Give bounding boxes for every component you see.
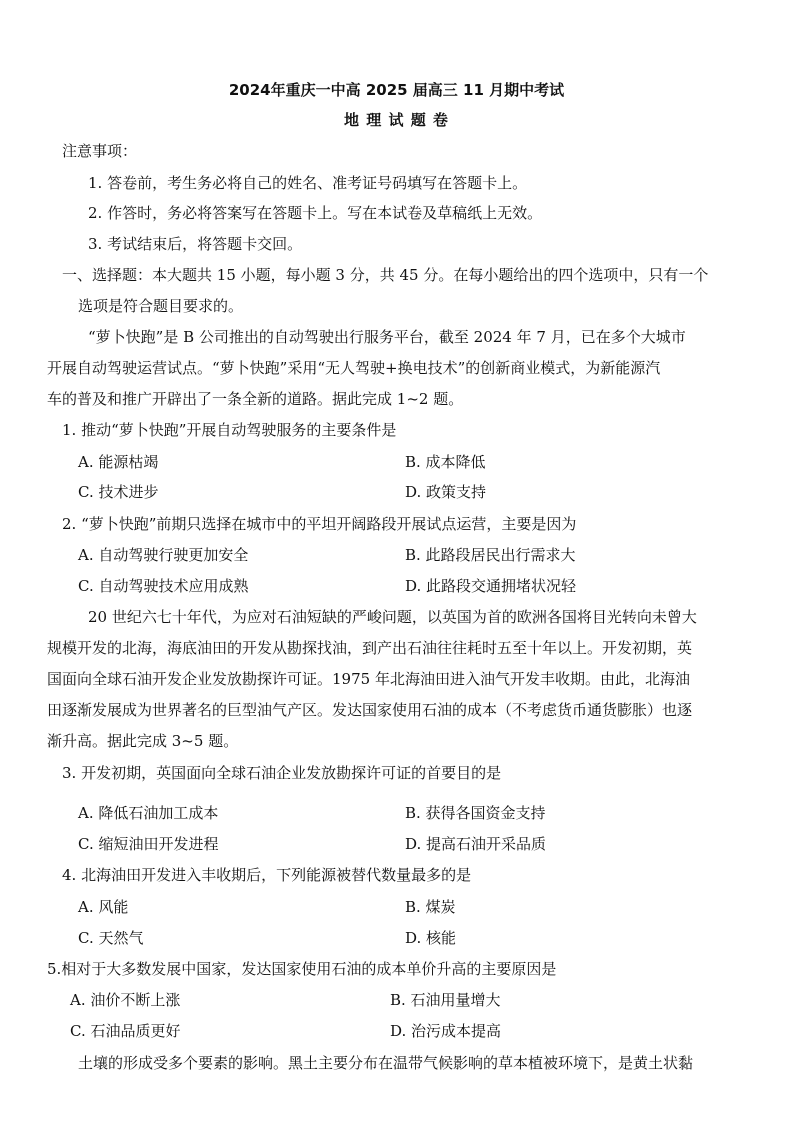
passage-1-line-3: 车的普及和推广开辟出了一条全新的道路。据此完成 1~2 题。 [47,390,464,408]
passage-2-line-5: 渐升高。据此完成 3~5 题。 [47,732,239,750]
notice-heading: 注意事项： [62,142,138,160]
question-4-option-c: C. 天然气 [78,929,144,947]
passage-1-line-1: “萝卜快跑”是 B 公司推出的自动驾驶出行服务平台，截至 2024 年 7 月，已在多个大城市 [88,328,686,346]
question-4-option-d: D. 核能 [405,929,457,947]
section-heading-cont: 选项是符合题目要求的。 [78,297,244,315]
question-1-option-a: A. 能源枯竭 [78,453,159,471]
notice-item-3: 3. 考试结束后，将答题卡交回。 [88,235,303,253]
question-2-option-c: C. 自动驾驶技术应用成熟 [78,577,249,595]
question-3-option-c: C. 缩短油田开发进程 [78,835,219,853]
passage-3-line-1: 土壤的形成受多个要素的影响。黑土主要分布在温带气候影响的草本植被环境下，是黄土状黏 [78,1054,694,1072]
passage-2-line-1: 20 世纪六七十年代，为应对石油短缺的严峻问题，以英国为首的欧洲各国将目光转向未曾大 [88,608,697,626]
question-3-option-b: B. 获得各国资金支持 [405,804,546,822]
section-heading: 一、选择题：本大题共 15 小题，每小题 3 分，共 45 分。在每小题给出的四个选项中，只有一个 [62,266,709,284]
passage-2-line-2: 规模开发的北海，海底油田的开发从勘探找油，到产出石油往往耗时五至十年以上。开发初期，英 [47,639,693,657]
question-3-option-a: A. 降低石油加工成本 [78,804,219,822]
notice-item-1: 1. 答卷前，考生务必将自己的姓名、准考证号码填写在答题卡上。 [88,174,528,192]
question-5-option-d: D. 治污成本提高 [390,1022,502,1040]
notice-item-2: 2. 作答时，务必将答案写在答题卡上。写在本试卷及草稿纸上无效。 [88,204,543,222]
question-1-stem: 1. 推动“萝卜快跑”开展自动驾驶服务的主要条件是 [62,421,397,439]
question-1-option-d: D. 政策支持 [405,483,487,501]
question-3-option-d: D. 提高石油开采品质 [405,835,547,853]
question-2-stem: 2. “萝卜快跑”前期只选择在城市中的平坦开阔路段开展试点运营，主要是因为 [62,515,577,533]
question-4-option-a: A. 风能 [78,898,129,916]
exam-title: 2024年重庆一中高 2025 届高三 11 月期中考试 [228,81,565,99]
passage-1-line-2: 开展自动驾驶运营试点。“萝卜快跑”采用“无人驾驶+换电技术”的创新商业模式，为新能源汽 [47,359,661,377]
question-5-stem: 5.相对于大多数发展中国家，发达国家使用石油的成本单价升高的主要原因是 [47,960,557,978]
question-1-option-c: C. 技术进步 [78,483,159,501]
question-2-option-b: B. 此路段居民出行需求大 [405,546,576,564]
question-4-option-b: B. 煤炭 [405,898,456,916]
question-5-option-c: C. 石油品质更好 [70,1022,181,1040]
question-2-option-d: D. 此路段交通拥堵状况轻 [405,577,577,595]
question-4-stem: 4. 北海油田开发进入丰收期后，下列能源被替代数量最多的是 [62,866,472,884]
passage-2-line-4: 田逐渐发展成为世界著名的巨型油气产区。发达国家使用石油的成本（不考虑货币通货膨胀）也逐 [47,701,693,719]
exam-subtitle: 地 理 试 题 卷 [344,111,449,129]
question-5-option-b: B. 石油用量增大 [390,991,501,1009]
passage-2-line-3: 国面向全球石油开发企业发放勘探许可证。1975 年北海油田进入油气开发丰收期。由此，北海油 [47,670,690,688]
question-3-stem: 3. 开发初期，英国面向全球石油企业发放勘探许可证的首要目的是 [62,764,502,782]
question-1-option-b: B. 成本降低 [405,453,486,471]
question-5-option-a: A. 油价不断上涨 [70,991,181,1009]
question-2-option-a: A. 自动驾驶行驶更加安全 [78,546,249,564]
